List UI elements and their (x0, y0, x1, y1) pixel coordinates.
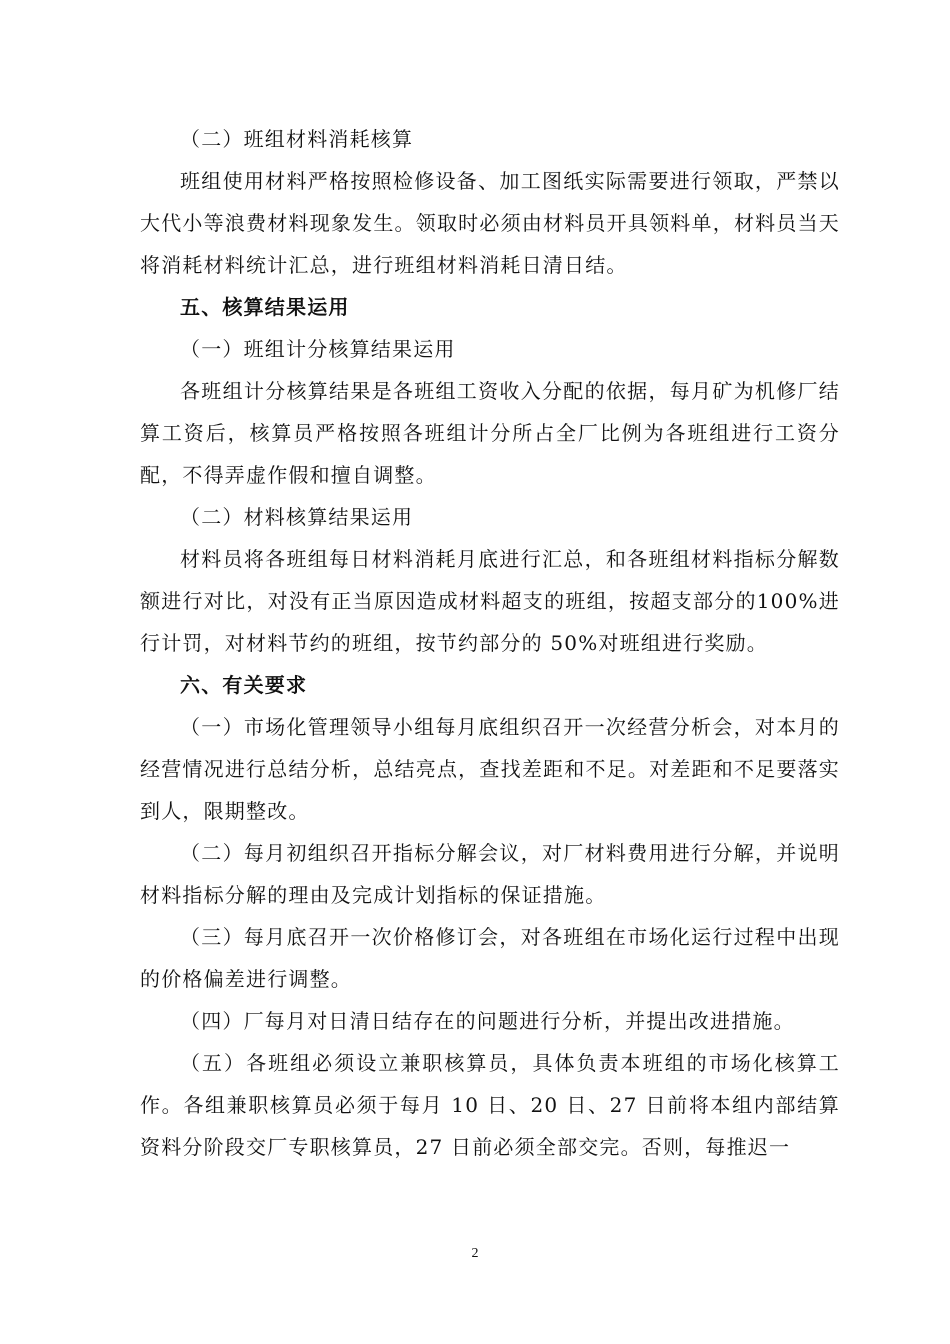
section-heading: 六、有关要求 (180, 673, 308, 697)
subsection-heading: （一）班组计分核算结果运用 (180, 337, 456, 361)
subsection-heading: （二）材料核算结果运用 (180, 505, 414, 529)
subsection-heading: （二）班组材料消耗核算 (180, 127, 414, 151)
section-heading: 五、核算结果运用 (180, 295, 350, 319)
paragraph: 各班组计分核算结果是各班组工资收入分配的依据，每月矿为机修厂结算工资后，核算员严格按照各班组计分所占全厂比例为各班组进行工资分配，不得弄虚作假和擅自调整。 (140, 379, 840, 487)
paragraph: 班组使用材料严格按照检修设备、加工图纸实际需要进行领取，严禁以大代小等浪费材料现象发生。领取时必须由材料员开具领料单，材料员当天将消耗材料统计汇总，进行班组材料消耗日清日结。 (140, 169, 840, 277)
paragraph: （四）厂每月对日清日结存在的问题进行分析，并提出改进措施。 (180, 1009, 795, 1033)
document-body (140, 118, 840, 1168)
paragraph: （一）市场化管理领导小组每月底组织召开一次经营分析会，对本月的经营情况进行总结分析，总结亮点，查找差距和不足。对差距和不足要落实到人，限期整改。 (140, 715, 840, 823)
page-number: 2 (471, 1246, 479, 1261)
paragraph: （五）各班组必须设立兼职核算员，具体负责本班组的市场化核算工作。各组兼职核算员必须于每月 10 日、20 日、27 日前将本组内部结算资料分阶段交厂专职核算员，27 日前必须全部交完。否则，每推迟一 (140, 1051, 840, 1159)
paragraph: 材料员将各班组每日材料消耗月底进行汇总，和各班组材料指标分解数额进行对比，对没有正当原因造成材料超支的班组，按超支部分的100%进行计罚，对材料节约的班组，按节约部分的 50%对班组进行奖励。 (140, 547, 840, 655)
paragraph: （三）每月底召开一次价格修订会，对各班组在市场化运行过程中出现的价格偏差进行调整。 (140, 925, 840, 991)
paragraph: （二）每月初组织召开指标分解会议，对厂材料费用进行分解，并说明材料指标分解的理由及完成计划指标的保证措施。 (140, 841, 840, 907)
